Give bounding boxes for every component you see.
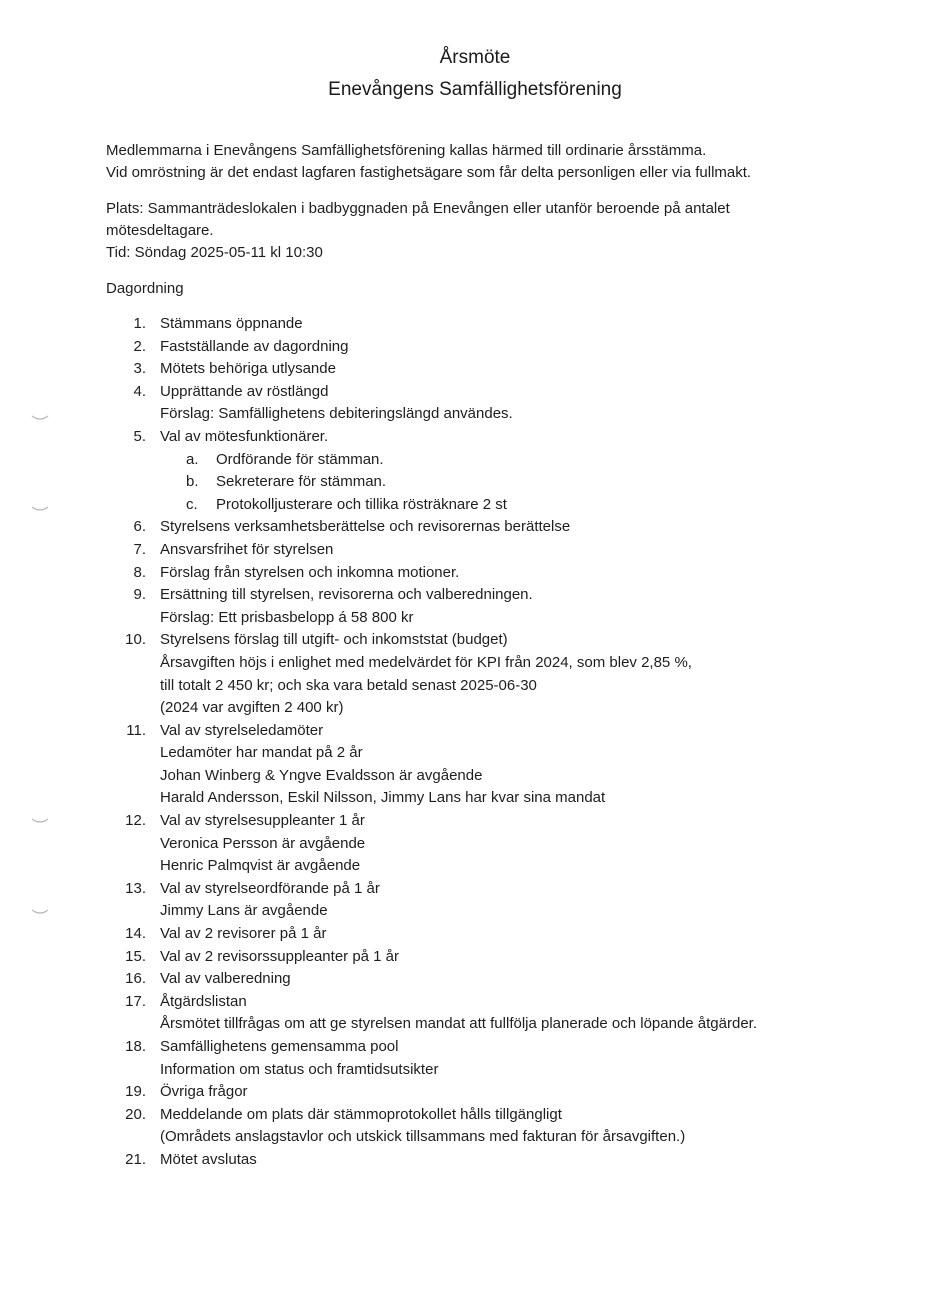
- agenda-item: [0, 720, 950, 743]
- agenda-item-text: Val av valberedning: [160, 970, 291, 988]
- agenda-item-detail-text: Johan Winberg & Yngve Evaldsson är avgående: [160, 766, 483, 784]
- agenda-heading: Dagordning: [106, 280, 184, 297]
- document-subtitle: Enevångens Samfällighetsförening: [328, 79, 622, 100]
- agenda-item-text: Val av mötesfunktionärer.: [160, 427, 329, 445]
- agenda-item-number: 4.: [133, 382, 146, 400]
- agenda-item-text: Stämmans öppnande: [160, 315, 303, 332]
- agenda-item-text: Mötet avslutas: [160, 1150, 257, 1168]
- agenda-item: [0, 878, 950, 901]
- agenda-item: [0, 629, 950, 652]
- agenda-item-number: 6.: [133, 518, 146, 536]
- document-title: Årsmöte: [439, 47, 511, 68]
- agenda-item-detail: [0, 1059, 950, 1082]
- agenda-item-number: 3.: [133, 360, 146, 378]
- agenda-item-text: Samfällighetens gemensamma pool: [160, 1038, 399, 1055]
- agenda-item-text: Förslag från styrelsen och inkomna motioner.: [160, 563, 460, 581]
- agenda-item-number: 11.: [126, 721, 146, 739]
- agenda-item-detail-text: Förslag: Ett prisbasbelopp á 58 800 kr: [160, 608, 414, 626]
- agenda-item: [0, 968, 950, 991]
- agenda-item-detail: [0, 833, 950, 856]
- agenda-item-text: Val av styrelseledamöter: [160, 721, 324, 739]
- agenda-item-detail: [0, 1013, 950, 1036]
- agenda-item-number: 14.: [125, 925, 146, 943]
- agenda-item-detail: [0, 900, 950, 923]
- agenda-item-text: Fastställande av dagordning: [160, 337, 349, 355]
- agenda-item-detail-text: Årsavgiften höjs i enlighet med medelvärdet för KPI från 2024, som blev 2,85 %,: [160, 653, 692, 671]
- agenda-item-detail: [0, 403, 950, 426]
- agenda-item-detail: [0, 742, 950, 765]
- agenda-item-detail-text: Jimmy Lans är avgående: [160, 902, 328, 920]
- meeting-place-cont: mötesdeltagare.: [106, 222, 214, 239]
- intro-line: Medlemmarna i Enevångens Samfällighetsförening kallas härmed till ordinarie årsstämma.: [106, 142, 707, 159]
- agenda-item-detail: [0, 765, 950, 788]
- agenda-item-detail-text: Ledamöter har mandat på 2 år: [160, 744, 363, 762]
- agenda-item-text: Val av styrelsesuppleanter 1 år: [160, 812, 365, 830]
- agenda-item: [0, 584, 950, 607]
- agenda-item-number: 1.: [133, 315, 146, 332]
- agenda-item-text: Meddelande om plats där stämmoprotokollet hålls tillgängligt: [160, 1105, 562, 1123]
- agenda-item-text: Styrelsens verksamhetsberättelse och revisorernas berättelse: [160, 518, 571, 536]
- agenda-item-detail: [0, 855, 950, 878]
- agenda-item-text: Ansvarsfrihet för styrelsen: [160, 540, 334, 558]
- agenda-item-number: 2.: [133, 337, 146, 355]
- agenda-item: [0, 1081, 950, 1104]
- agenda-item: [0, 1036, 950, 1059]
- agenda-item-detail-text: till totalt 2 450 kr; och ska vara betald senast 2025-06-30: [160, 676, 537, 694]
- agenda-item-text: Val av 2 revisorssuppleanter på 1 år: [160, 947, 400, 965]
- agenda-item-number: 5.: [133, 427, 146, 445]
- agenda-item: [0, 336, 950, 359]
- agenda-item: [0, 539, 950, 562]
- agenda-subitem-text: Ordförande för stämman.: [216, 450, 384, 468]
- agenda-item: [0, 381, 950, 404]
- agenda-item: [0, 1104, 950, 1127]
- agenda-subitem-letter: c.: [186, 495, 198, 513]
- agenda-item-detail-text: Årsmötet tillfrågas om att ge styrelsen mandat att fullfölja planerade och löpande åtgärder.: [160, 1015, 758, 1033]
- agenda-item-number: 7.: [133, 540, 146, 558]
- agenda-item: [0, 562, 950, 585]
- meeting-time: Tid: Söndag 2025-05-11 kl 10:30: [106, 244, 323, 261]
- agenda-subitem: [0, 471, 950, 494]
- agenda-item: [0, 946, 950, 969]
- agenda-item: [0, 313, 950, 336]
- agenda-item-detail-text: (Områdets anslagstavlor och utskick tillsammans med fakturan för årsavgiften.): [160, 1128, 686, 1146]
- agenda-item-number: 17.: [125, 992, 146, 1010]
- agenda-item-detail-text: Harald Andersson, Eskil Nilsson, Jimmy Lans har kvar sina mandat: [160, 789, 606, 807]
- agenda-item-detail: [0, 652, 950, 675]
- agenda-item-detail: [0, 607, 950, 630]
- agenda-item-number: 12.: [125, 812, 146, 830]
- agenda-item: [0, 516, 950, 539]
- intro-paragraph: [106, 140, 751, 184]
- agenda-subitem-text: Sekreterare för stämman.: [216, 473, 387, 491]
- agenda-item-number: 13.: [125, 879, 146, 897]
- agenda-item-text: Styrelsens förslag till utgift- och inkomststat (budget): [160, 631, 508, 649]
- agenda-subitem-letter: b.: [186, 473, 199, 491]
- meeting-info: [106, 198, 730, 264]
- agenda-item-number: 19.: [125, 1083, 146, 1101]
- agenda-item-detail: [0, 787, 950, 810]
- agenda-subitem-text: Protokolljusterare och tillika rösträknare 2 st: [216, 495, 507, 513]
- agenda-item: [0, 426, 950, 449]
- agenda-item: [0, 358, 950, 381]
- agenda-item-text: Val av styrelseordförande på 1 år: [160, 879, 380, 897]
- agenda-item: [0, 923, 950, 946]
- agenda-item-text: Val av 2 revisorer på 1 år: [160, 925, 327, 943]
- meeting-place: Plats: Sammanträdeslokalen i badbyggnaden på Enevången eller utanför beroende på antalet: [106, 200, 730, 217]
- agenda-item-detail-text: Veronica Persson är avgående: [160, 834, 366, 852]
- agenda-item-text: Upprättande av röstlängd: [160, 382, 329, 400]
- agenda-list: [0, 313, 950, 1172]
- agenda-subitem: [0, 494, 950, 517]
- agenda-item-number: 8.: [133, 563, 146, 581]
- agenda-item-number: 21.: [125, 1150, 146, 1168]
- agenda-item-number: 20.: [125, 1105, 146, 1123]
- agenda-item-text: Övriga frågor: [160, 1083, 248, 1101]
- agenda-item-number: 15.: [125, 947, 146, 965]
- agenda-item: [0, 1149, 950, 1172]
- agenda-item-text: Mötets behöriga utlysande: [160, 360, 336, 378]
- agenda-subitem: [0, 449, 950, 472]
- agenda-item-detail-text: (2024 var avgiften 2 400 kr): [160, 699, 344, 717]
- intro-line: Vid omröstning är det endast lagfaren fastighetsägare som får delta personligen eller via fullmakt.: [106, 164, 752, 181]
- agenda-item-text: Åtgärdslistan: [160, 992, 247, 1010]
- agenda-item-detail: [0, 675, 950, 698]
- agenda-item-detail-text: Henric Palmqvist är avgående: [160, 857, 361, 875]
- agenda-item: [0, 810, 950, 833]
- agenda-item-text: Ersättning till styrelsen, revisorerna och valberedningen.: [160, 586, 533, 604]
- agenda-item-number: 16.: [125, 970, 146, 988]
- agenda-item-number: 10.: [125, 631, 146, 649]
- agenda-subitem-letter: a.: [186, 450, 199, 468]
- agenda-item-detail-text: Förslag: Samfällighetens debiteringslängd användes.: [160, 405, 513, 423]
- agenda-item-number: 9.: [133, 586, 146, 604]
- agenda-item-number: 18.: [125, 1038, 146, 1055]
- agenda-item-detail: [0, 1126, 950, 1149]
- agenda-item-detail: [0, 697, 950, 720]
- agenda-item-detail-text: Information om status och framtidsutsikter: [160, 1060, 439, 1078]
- agenda-item: [0, 991, 950, 1014]
